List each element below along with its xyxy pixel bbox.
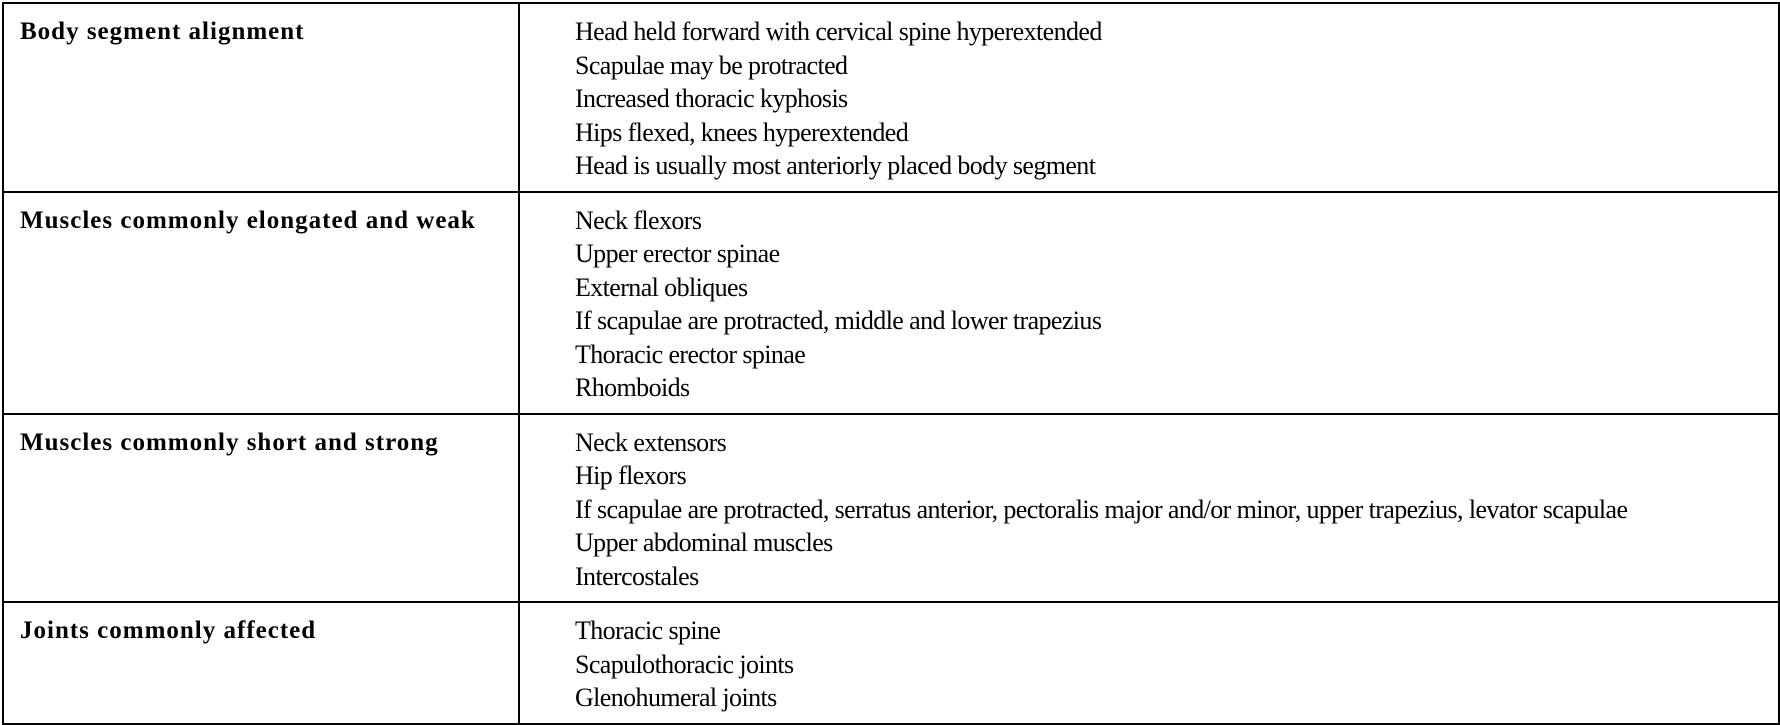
table-row-body-segment-alignment: [3, 3, 1779, 192]
row-content: [519, 3, 1779, 192]
list-item: Upper erector spinae: [575, 239, 780, 268]
list-item: If scapulae are protracted, middle and lower trapezius: [575, 306, 1102, 335]
list-item: Rhomboids: [575, 373, 690, 402]
list-item: Glenohumeral joints: [575, 683, 777, 712]
list-item: Neck extensors: [575, 427, 727, 457]
row-label: Muscles commonly short and strong: [3, 414, 519, 603]
posture-table: [2, 2, 1780, 725]
list-item: Upper abdominal muscles: [575, 528, 833, 557]
table-row-muscles-elongated-weak: [3, 192, 1779, 414]
list-item: Scapulothoracic joints: [575, 649, 794, 679]
list-item: Hip flexors: [575, 461, 687, 490]
list-item: Intercostales: [575, 561, 699, 591]
list-item: Head held forward with cervical spine hyperextended: [575, 17, 1102, 46]
list-item: Hips flexed, knees hyperextended: [575, 117, 909, 147]
list-item: Increased thoracic kyphosis: [575, 84, 848, 113]
row-content: [519, 602, 1779, 724]
row-label: Body segment alignment: [3, 3, 519, 192]
table-row-joints-affected: [3, 602, 1779, 724]
list-item: External obliques: [575, 272, 748, 302]
row-content: [519, 414, 1779, 603]
list-item: Scapulae may be protracted: [575, 50, 848, 80]
list-item: If scapulae are protracted, serratus anterior, pectoralis major and/or minor, upper trapezius, levator scapulae: [575, 494, 1628, 524]
row-label: Joints commonly affected: [3, 602, 519, 724]
row-label: Muscles commonly elongated and weak: [3, 192, 519, 414]
list-item: Neck flexors: [575, 205, 702, 235]
table-row-muscles-short-strong: [3, 414, 1779, 603]
row-content: [519, 192, 1779, 414]
list-item: Thoracic erector spinae: [575, 339, 806, 369]
list-item: Thoracic spine: [575, 616, 721, 645]
list-item: Head is usually most anteriorly placed body segment: [575, 151, 1096, 180]
